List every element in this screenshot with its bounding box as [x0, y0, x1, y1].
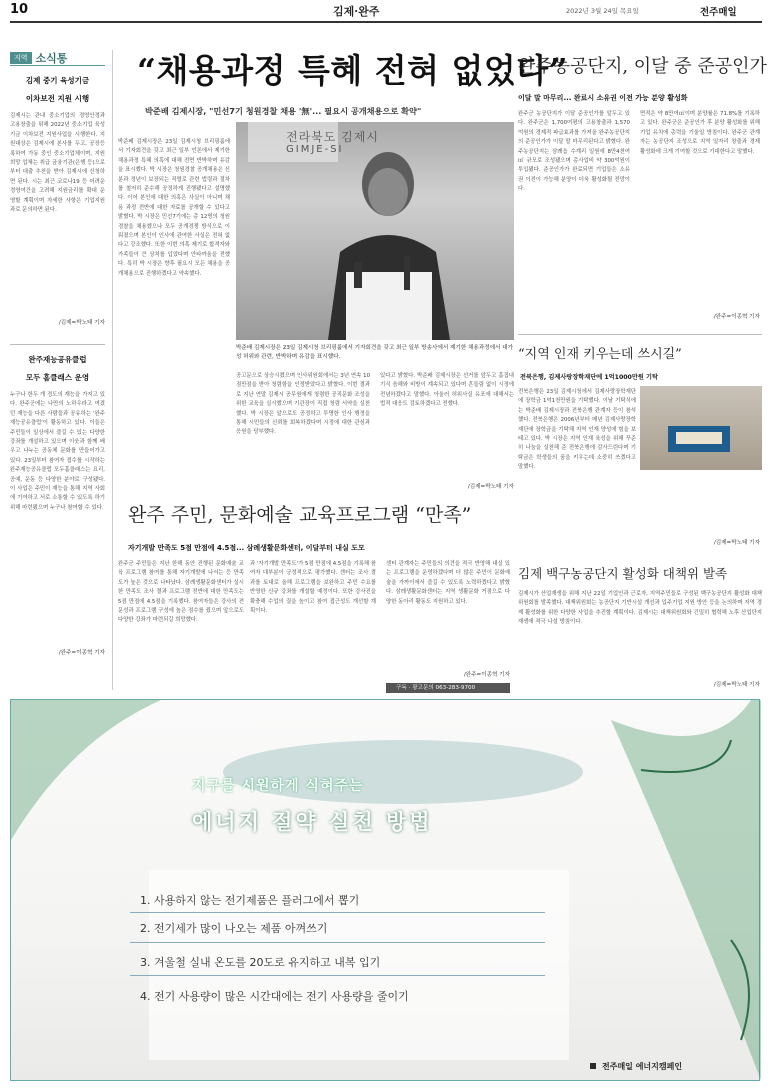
right-article3-byline: /김제=박노태 기자: [713, 682, 760, 688]
ad-item-3: 3. 겨울철 실내 온도를 20도로 유지하고 내복 입기: [140, 956, 381, 969]
ad-item-1: 1. 사용하지 않는 전기제품은 플러그에서 뽑기: [140, 894, 360, 907]
ad-divider: [130, 942, 545, 943]
sidebar-news: [10, 50, 105, 656]
issue-date: 2022년 3월 24일 목요일: [566, 7, 639, 15]
sidebar-news-2-headline-1: 완주재능공유클럽: [28, 355, 87, 364]
sidebar-news-1-body: 김제시는 관내 중소기업의 경영안정과 고용창출을 위해 2022년 중소기업 육성기금 이차보전 지원사업을 시행한다. 지원대상은 김제시에 본사를 두고, 공장등록하여 가동 중인 중소기업체이며, 지원희망 업체는 취급 금융기관(은행 등)으로부터 대출 추천을 받아 김제시에 신청하면 된다. 시는 최근 코로나19 등 어려운 경영여건을 고려해 지원금리를 확대 운영할 계획이며 자세한 사항은 기업지원과로 문의하면 된다.: [10, 113, 107, 214]
sidebar-news-2: [10, 344, 105, 656]
sidebar-news-1-headline-1: 김제 중기 육성기금: [25, 76, 90, 85]
sidebar-news-1-headline-2: 이차보전 지원 시행: [25, 94, 90, 103]
mid-article-col2: 과 '자기개발 만족도'가 5점 만점에 4.5점을 기록해 참여자 대부분이 긍정적으로 평가했다. 센터는 조사 결과를 토대로 올해 프로그램을 보완하고 주민 수요를 반영한 신규 강좌를 개설할 예정이다. 또한 강사진을 확충해 수업의 질을 높이고 참여 접근성도 개선할 계획이다.: [250, 561, 378, 615]
photo-caption: 박준배 김제시장은 23일 김제시청 브리핑룸에서 기자회견을 갖고 최근 일부 방송사에서 제기한 채용과정에서 대가성 허위와 관련, 반박하며 유감을 표시했다.: [236, 345, 514, 360]
main-article-col2: 공고문으로 상승시켰으며 인사위원회에서는 3년 연속 10점만점을 받아 청렴함을 인정받았다고 밝혔다. 이번 결과로 지난 연말 김제시 공무원에게 청렴한 공직문화 조성을 위한 교육을 실시했으며 기관장이 직접 청렴 서약을 실천했다. 박 시장은 앞으로도 공정하고 투명한 인사 행정을 통해 시민들의 신뢰를 회복하겠다며 시정에 대한 관심과 응원을 당부했다.: [236, 373, 372, 436]
main-article-title: “채용과정 특혜 전혀 없었다”: [137, 51, 569, 90]
section-rule: [518, 334, 762, 335]
ad-item-4: 4. 전기 사용량이 많은 시간대에는 전기 사용량을 줄이기: [140, 990, 409, 1003]
right-article3-body: 김제시가 산업재생을 위해 지난 22일 기업인과 근로자, 지역주민들로 구성된 백구농공단지 활성화 대책위원회를 발족했다. 대책위원회는 농공단지 기반시설 개선과 입주기업 지원 방안 등을 논의하며 지역 경제 활성화를 위한 다양한 사업을 추진할 계획이다. 김제시는 대책위원회와 긴밀히 협력해 노후 산업단지 재생에 적극 나설 방침이다.: [518, 591, 764, 626]
leaf-decoration-right: [571, 700, 761, 1080]
ad-footer-bullet-icon: [590, 1063, 596, 1069]
right-article1-title: 완주농공단지, 이달 중 준공인가: [518, 56, 767, 77]
ad-divider: [130, 975, 545, 976]
section-name: 김제·완주: [333, 5, 380, 18]
right-article1-subtitle: 이달 말 마무리... 완료시 소유권 이전 가능 분양 활성화: [518, 94, 688, 102]
right-article1-col2: 면적은 약 8만여㎡이며 분양률은 71.8%를 기록하고 있다. 완주군은 준공인가 후 분양 활성화를 위해 기업 유치에 총력을 기울일 방침이다. 완주군 관계자는 농공단지 조성으로 지역 일자리 창출과 경제 활성화에 크게 기여할 것으로 기대한다고 말했다.: [640, 111, 762, 155]
right-article1-byline: /완주=이종혁 기자: [713, 314, 760, 320]
press-conference-photo: [236, 122, 514, 340]
page-number: 10: [10, 2, 29, 17]
donation-board-label: [676, 432, 722, 444]
subscription-bar: 구독 · 광고문의 063-283-9700: [386, 683, 510, 693]
main-article-byline: /김제=박노태 기자: [467, 484, 514, 490]
energy-campaign-ad: [10, 699, 760, 1081]
mid-article-title: 완주 주민, 문화예술 교육프로그램 “만족”: [128, 504, 472, 526]
sidebar-news-1: [10, 72, 105, 326]
mid-article-col3: 센터 관계자는 주민들의 의견을 적극 반영해 내실 있는 프로그램을 운영하겠다며 더 많은 주민이 문화예술을 가까이에서 즐길 수 있도록 노력하겠다고 밝혔다. 삼례생활문화센터는 지역 생활문화 거점으로 다양한 동아리 활동도 지원하고 있다.: [386, 561, 510, 605]
sidebar-news-1-byline: /김제=박노태 기자: [58, 320, 105, 326]
right-article2-body: 전북은행은 23일 김제시청에서 김제사랑장학재단에 장학금 1억1천만원을 기탁했다. 이날 기탁식에는 박준배 김제시장과 전북은행 관계자 등이 참석했다. 전북은행은 2006년부터 매년 김제사랑장학재단에 장학금을 기탁해 지역 인재 양성에 힘을 보태고 있다. 박 시장은 지역 인재 육성을 위해 꾸준히 나눔을 실천해 준 전북은행에 감사드린다며 기탁금은 학생들의 꿈을 키우는데 소중히 쓰겠다고 말했다.: [518, 389, 638, 471]
mid-article-col1: 완주군 주민들은 지난 한해 동안 진행된 문화예술 교육 프로그램 참여를 통해 자기개발에 나서는 등 만족도가 높은 것으로 나타났다. 삼례생활문화센터가 실시한 만족도 조사 결과 프로그램 전반에 대한 만족도는 5점 만점에 4.5점을 기록했다. 참여자들은 강사의 전문성과 프로그램 구성에 높은 점수를 줬으며 앞으로도 다양한 강좌가 마련되길 희망했다.: [118, 561, 246, 624]
right-article3-title: 김제 백구농공단지 활성화 대책위 발족: [518, 566, 728, 581]
photo-wall-sign: 전라북도 김제시: [286, 130, 379, 144]
right-article2-byline: /김제=박노태 기자: [713, 540, 760, 546]
sidebar-news-2-headline-2: 모두 홈클래스 운영: [25, 373, 90, 382]
sidebar-header: [10, 50, 105, 66]
ad-headline-1: 지구를 시원하게 식혀주는: [192, 778, 364, 794]
right-article2-subtitle: 전북은행, 김제사랑장학재단에 1억1000만원 기탁: [520, 374, 658, 381]
paper-name: 전주매일: [700, 7, 737, 18]
sidebar-news-2-byline: /완주=이종혁 기자: [58, 650, 105, 656]
sidebar-tag: 지역: [10, 52, 32, 64]
ad-item-2: 2. 전기세가 많이 나오는 제품 아껴쓰기: [140, 922, 328, 935]
sidebar-title: 소식통: [35, 51, 68, 65]
mid-article-byline: /완주=이종혁 기자: [463, 672, 510, 678]
photo-wall-sign-en: GIMJE-SI: [286, 144, 344, 155]
ad-headline-2: 에너지 절약 실천 방법: [192, 810, 433, 834]
speaker-figure: [236, 122, 514, 340]
right-article2-title: “지역 인재 키우는데 쓰시길”: [518, 347, 682, 362]
mid-article-subtitle: 자기개발 만족도 5점 만점에 4.5점... 삼례생활문화센터, 이달부터 내실 도모: [128, 544, 365, 552]
main-article-col3: 있다고 밝혔다. 박준배 김제시장은 선거를 앞두고 흠집내기식 음해와 비방이 계속되고 있다며 흔들림 없이 시정에 전념하겠다고 말했다. 아울러 허위사실 유포에 대해서는 법적 대응도 검토하겠다고 전했다.: [380, 373, 516, 408]
column-divider: [112, 50, 113, 690]
ad-footer: 전주매일 에너지캠페인: [602, 1062, 683, 1071]
main-article-subtitle: 박준배 김제시장, "민선7기 청원경찰 채용 '無'... 필요시 공개채용으로 확약": [145, 106, 422, 116]
donation-photo: [640, 386, 762, 470]
ad-divider: [130, 912, 545, 913]
header-rule: [10, 21, 762, 23]
sidebar-news-2-body: 누구나 한두 개 정도의 재능을 가지고 있다. 완주군에는 나만의 노하우라고 여겼던 재능을 다른 사람들과 공유하는 '완주재능공유클럽'이 활동하고 있다. 이들은 주민들이 일상에서 즐길 수 있는 다양한 강좌를 개설하고 있으며 이웃과 함께 배우고 나누는 공동체 문화를 만들어가고 있다. 23일부터 참여자 접수를 시작하는 완주재능공유클럽 모두홈클래스는 요리, 공예, 운동 등 다양한 분야로 구성됐다. 이 사업은 주민이 재능을 통해 지역 사회에 기여하고 서로 소통할 수 있도록 하기 위해 마련됐으며 누구나 참여할 수 있다.: [10, 392, 107, 511]
right-article1-col1: 완주군 농공단지가 이달 준공인가를 앞두고 있다. 완주군은 1,700여평의 고용창출과 1,570억원의 경제적 파급효과를 가져올 완주농공단지의 준공인가가 이달 말 마무리된다고 밝혔다. 완주농공단지는 삼례읍 수계리 일원에 8만4천여㎡ 규모로 조성됐으며 총사업비 약 300억원이 투입됐다. 준공인가가 완료되면 기업들은 소유권 이전이 가능해 분양이 더욱 활성화될 전망이다.: [518, 111, 632, 193]
main-article-col1: 박준배 김제시장은 23일 김제시청 브리핑룸에서 기자회견을 갖고 최근 일부 언론에서 제기한 채용과정 특혜 의혹에 대해 전면 반박하며 유감을 표시했다. 박 시장은 청원경찰 공개채용은 신분과 정년이 보장되는 직렬로 관련 법령과 절차를 철저히 준수해 공정하게 진행됐다고 설명했다. 이어 본인에 대한 의혹은 사실이 아니며 채용 과정 전반에 대한 자료를 공개할 수 있다고 밝혔다. 박 시장은 민선7기에는 총 12명의 청원경찰을 채용했으나 모두 공개경쟁 방식으로 이뤄졌으며 본인이 인사에 관여한 사실은 전혀 없다고 강조했다. 또한 이번 의혹 제기로 합격자와 가족들이 큰 상처를 입었다며 안타까움을 전했다. 특히 박 시장은 향후 필요시 모든 채용을 공개채용으로 진행하겠다고 약속했다.: [118, 139, 232, 277]
